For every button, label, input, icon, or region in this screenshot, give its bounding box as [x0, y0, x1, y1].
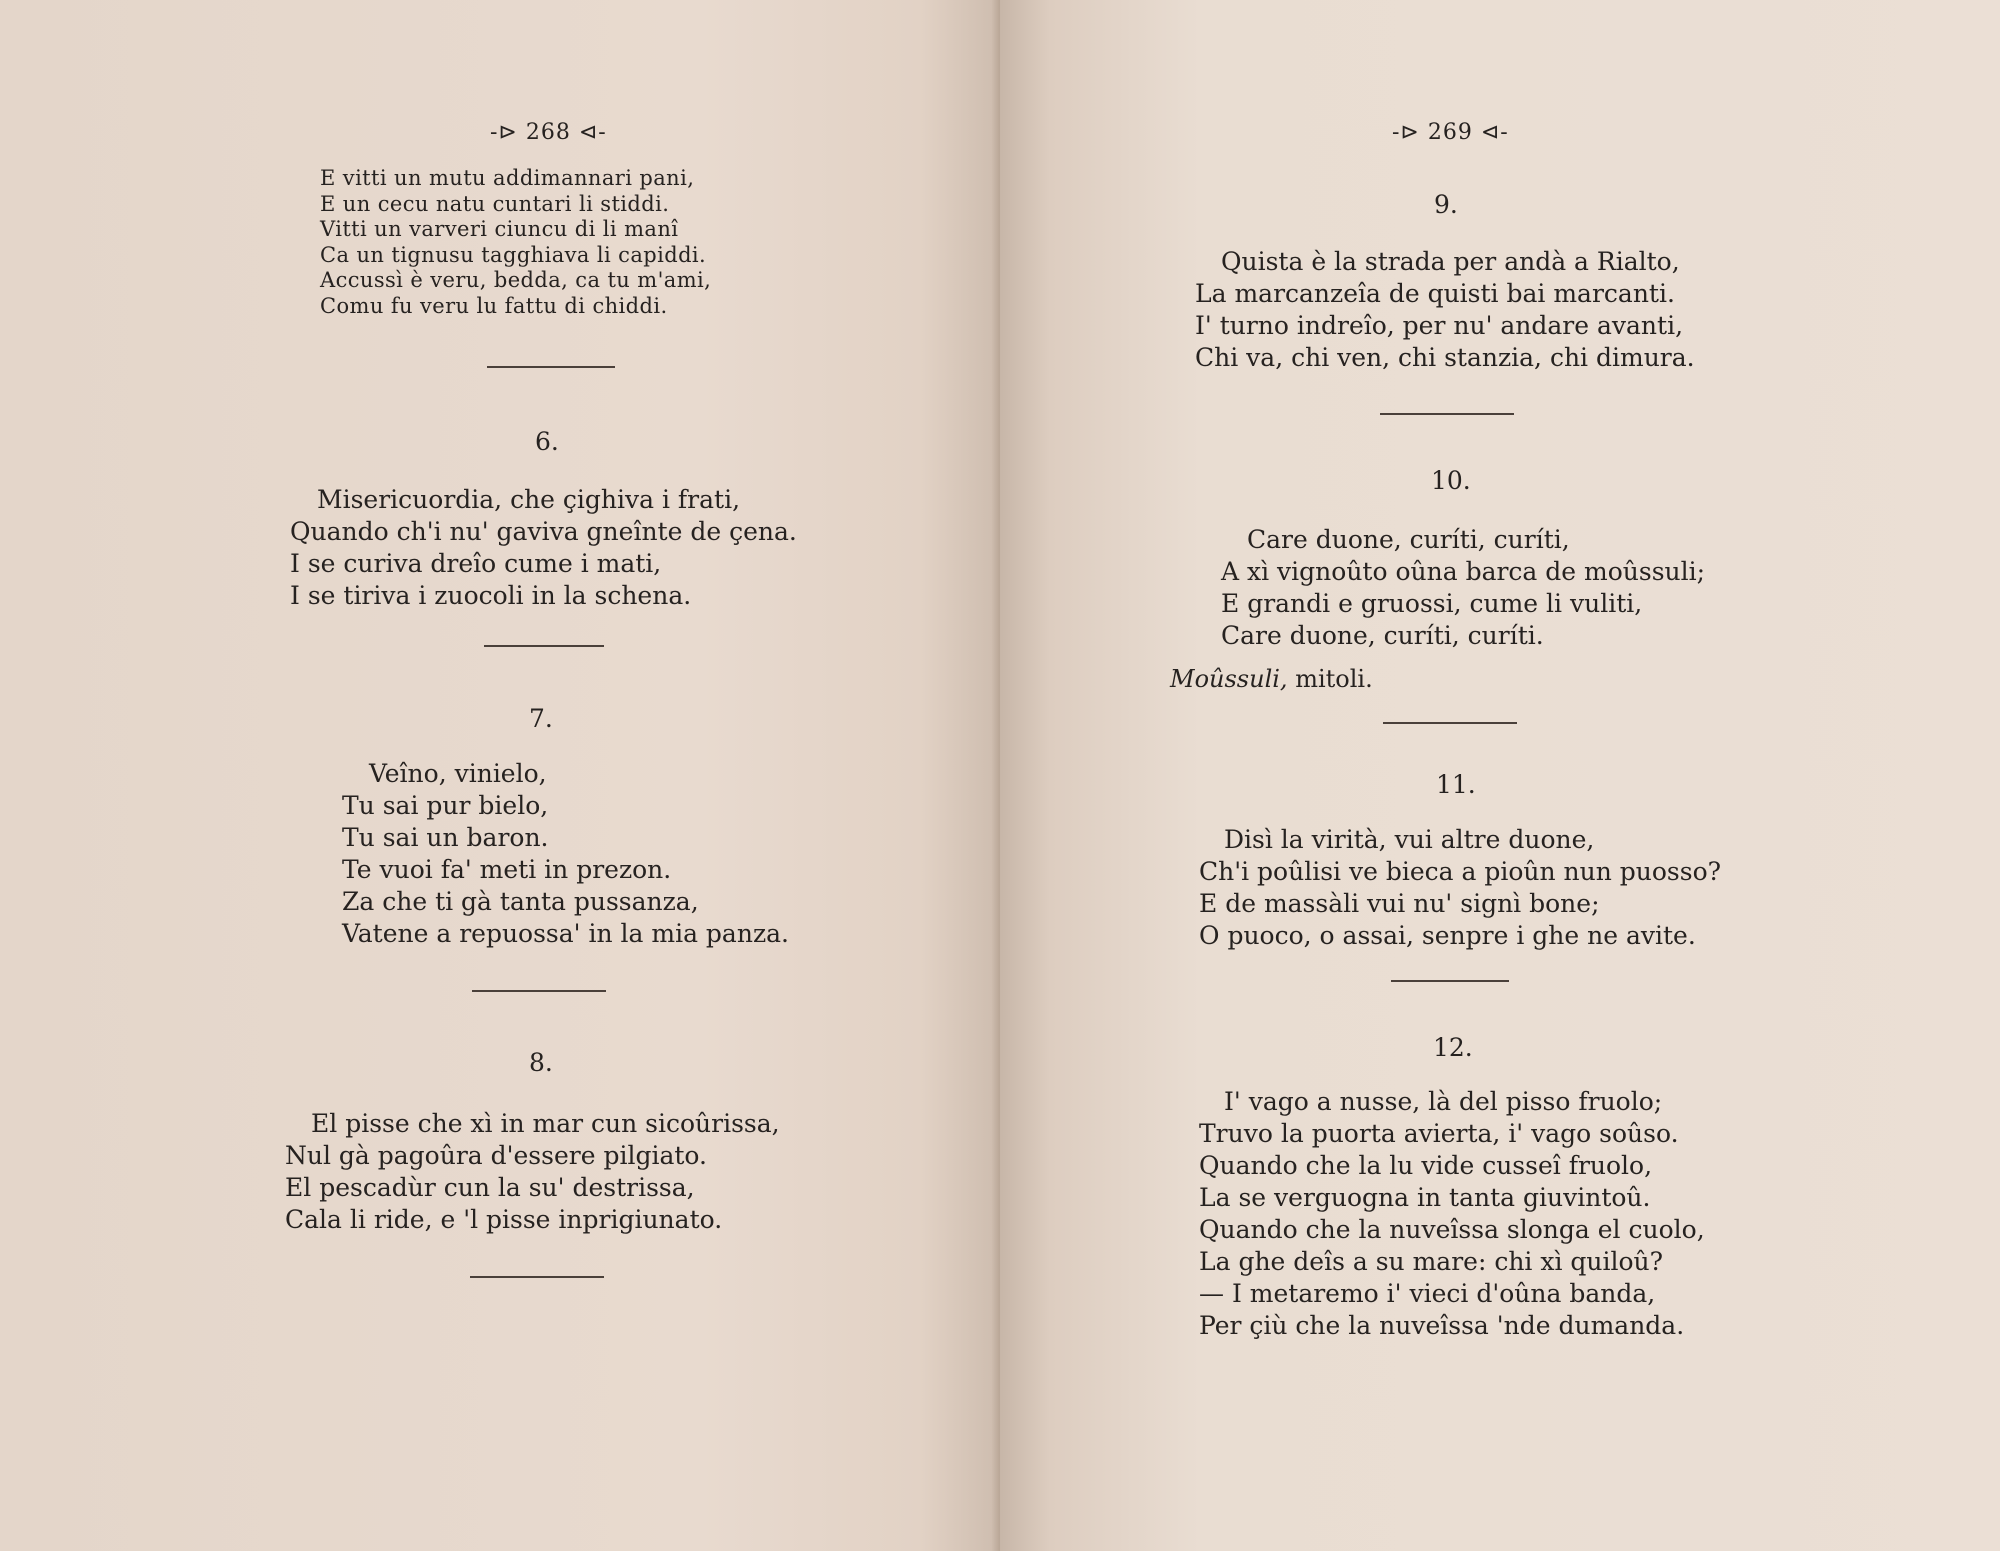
- right-page: [1000, 0, 2000, 1551]
- verse-line: Vatene a repuossa' in la mia panza.: [342, 919, 789, 948]
- glossary-term: Moûssuli,: [1170, 665, 1288, 693]
- verse-line: Ch'i poûlisi ve bieca a pioûn nun puosso?: [1199, 857, 1722, 886]
- verse-line: La se verguogna in tanta giuvintoû.: [1199, 1183, 1651, 1212]
- poem-6-verse: [290, 484, 797, 612]
- section-divider: [1380, 413, 1514, 415]
- verse-line: Care duone, curíti, curíti.: [1221, 621, 1544, 650]
- verse-line: Za che ti gà tanta pussanza,: [342, 887, 699, 916]
- verse-line: E grandi e gruossi, cume li vuliti,: [1221, 589, 1643, 618]
- poem-7-verse: [342, 758, 789, 950]
- opening-stanza: [320, 166, 711, 319]
- verse-line: Quando ch'i nu' gaviva gneînte de çena.: [290, 517, 797, 546]
- poem-number-10: 10.: [1431, 466, 1471, 495]
- verse-line: O puoco, o assai, senpre i ghe ne avite.: [1199, 921, 1696, 950]
- verse-line: Vitti un varveri ciuncu di li manî: [320, 217, 679, 241]
- verse-line: Quando che la lu vide cusseî fruolo,: [1199, 1151, 1653, 1180]
- section-divider: [472, 990, 606, 992]
- poem-number-6: 6.: [535, 427, 559, 456]
- verse-line: A xì vignoûto oûna barca de moûssuli;: [1221, 557, 1706, 586]
- verse-line: I' turno indreîo, per nu' andare avanti,: [1195, 311, 1684, 340]
- poem-number-11: 11.: [1436, 770, 1476, 799]
- verse-line: I' vago a nusse, là del pisso fruolo;: [1224, 1087, 1663, 1116]
- verse-line: Comu fu veru lu fattu di chiddi.: [320, 293, 668, 318]
- verse-line: E de massàli vui nu' signì bone;: [1199, 889, 1600, 918]
- verse-line: La marcanzeîa de quisti bai marcanti.: [1195, 279, 1675, 308]
- poem-12-verse: [1199, 1086, 1705, 1342]
- verse-line: I se curiva dreîo cume i mati,: [290, 549, 662, 578]
- verse-line: Truvo la puorta avierta, i' vago soûso.: [1199, 1119, 1679, 1148]
- section-divider: [484, 645, 604, 647]
- running-head-left: -⊳ 268 ⊲-: [490, 120, 607, 145]
- poem-8-verse: [285, 1108, 780, 1236]
- verse-line: E un cecu natu cuntari li stiddi.: [320, 191, 670, 216]
- verse-line: Per çiù che la nuveîssa 'nde dumanda.: [1199, 1311, 1685, 1340]
- poem-number-8: 8.: [529, 1048, 553, 1077]
- verse-line: E vitti un mutu addimannari pani,: [320, 166, 695, 190]
- verse-line: Quista è la strada per andà a Rialto,: [1221, 247, 1680, 276]
- verse-line: Disì la virità, vui altre duone,: [1224, 825, 1595, 854]
- poem-number-12: 12.: [1433, 1033, 1473, 1062]
- poem-11-verse: [1199, 824, 1721, 952]
- verse-line: Care duone, curíti, curíti,: [1247, 525, 1570, 554]
- verse-line: Misericuordia, che çighiva i frati,: [317, 485, 741, 514]
- verse-line: Accussì è veru, bedda, ca tu m'ami,: [320, 268, 712, 292]
- verse-line: Veîno, vinielo,: [369, 759, 547, 788]
- verse-line: El pescadùr cun la su' destrissa,: [285, 1173, 695, 1202]
- poem-number-9: 9.: [1434, 190, 1458, 219]
- section-divider: [487, 366, 615, 368]
- verse-line: Ca un tignusu tagghiava li capiddi.: [320, 242, 707, 267]
- verse-line: Tu sai un baron.: [342, 823, 549, 852]
- verse-line: Tu sai pur bielo,: [342, 791, 549, 820]
- verse-line: Quando che la nuveîssa slonga el cuolo,: [1199, 1215, 1705, 1244]
- verse-line: Chi va, chi ven, chi stanzia, chi dimura.: [1195, 343, 1695, 372]
- verse-line: Nul gà pagoûra d'essere pilgiato.: [285, 1141, 707, 1170]
- verse-line: El pisse che xì in mar cun sicoûrissa,: [311, 1109, 780, 1138]
- running-head-right: -⊳ 269 ⊲-: [1392, 120, 1509, 145]
- section-divider: [1391, 980, 1509, 982]
- poem-9-verse: [1195, 246, 1695, 374]
- verse-line: I se tiriva i zuocoli in la schena.: [290, 581, 692, 610]
- poem-10-verse: [1221, 524, 1705, 652]
- poem-number-7: 7.: [529, 704, 553, 733]
- verse-line: La ghe deîs a su mare: chi xì quiloû?: [1199, 1247, 1664, 1276]
- verse-line: Cala li ride, e 'l pisse inprigiunato.: [285, 1205, 723, 1234]
- glossary-note: [1170, 665, 1373, 693]
- verse-line: — I metaremo i' vieci d'oûna banda,: [1199, 1279, 1656, 1308]
- verse-line: Te vuoi fa' meti in prezon.: [342, 855, 672, 884]
- section-divider: [470, 1276, 604, 1278]
- glossary-definition: mitoli.: [1287, 665, 1373, 693]
- section-divider: [1383, 722, 1517, 724]
